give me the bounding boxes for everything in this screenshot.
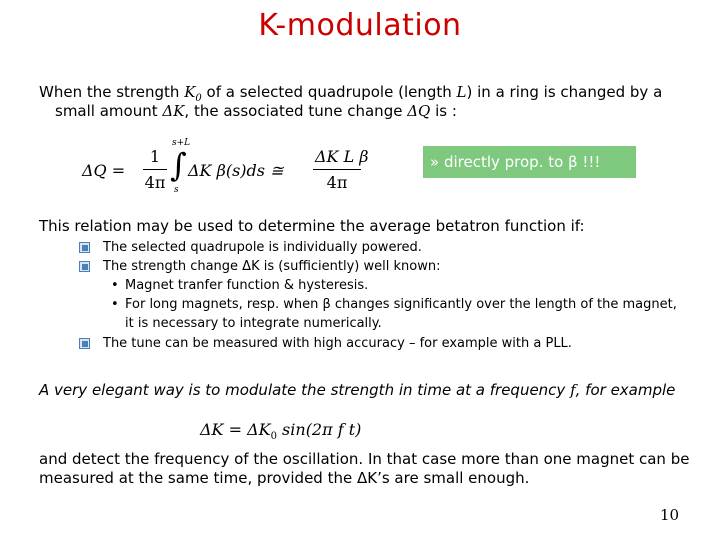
sub-bullet-continuation: it is necessary to integrate numerically. (125, 316, 382, 331)
intro-text: When the strength (39, 83, 185, 101)
condition-text: The selected quadrupole is individually powered. (103, 240, 422, 255)
formula-subscript: 0 (270, 431, 277, 443)
intro-text: of a selected quadrupole (length (201, 83, 457, 101)
fraction-bar (143, 169, 167, 170)
sub-bullet-text: Magnet tranfer function & hysteresis. (125, 278, 369, 293)
formula-lhs: ΔK = ΔK (200, 420, 271, 439)
intro-text: is : (430, 102, 457, 120)
fraction-numerator: 1 (149, 147, 161, 166)
integral-lower-limit: s (174, 185, 179, 195)
beta-callout: » directly prop. to β !!! (423, 146, 636, 178)
fraction-bar (313, 169, 361, 170)
intro-text: ) in a ring is changed by a (466, 83, 663, 101)
bullet-dot-icon: • (111, 278, 119, 293)
conclusion-line-1: and detect the frequency of the oscillation. In that case more than one magnet can be (39, 450, 690, 468)
intro-text: , the associated tune change (184, 102, 408, 120)
relation-intro: This relation may be used to determine the average betatron function if: (39, 217, 585, 235)
slide-title: K-modulation (258, 8, 462, 43)
k0-subscript: 0 (195, 93, 202, 104)
checkbox-bullet-icon (79, 261, 90, 272)
intro-line-2 (55, 102, 457, 121)
formula-lhs: ΔQ = (82, 161, 126, 180)
fraction-denominator: 4π (144, 173, 166, 192)
sub-bullet-text: For long magnets, resp. when β changes significantly over the length of the magnet, (125, 297, 677, 312)
delta-q-symbol: ΔQ (407, 102, 431, 120)
conclusion-line-2: measured at the same time, provided the ΔK’s are small enough. (39, 469, 530, 487)
k0-symbol: K (184, 83, 196, 101)
condition-text: The strength change ΔK is (sufficiently) well known: (103, 259, 441, 274)
f-symbol: f (570, 381, 576, 399)
bullet-dot-icon: • (111, 297, 119, 312)
fraction-denominator: 4π (326, 173, 348, 192)
checkbox-bullet-icon (79, 242, 90, 253)
delta-k-symbol: ΔK (162, 102, 185, 120)
modulation-line (39, 381, 675, 400)
checkbox-bullet-icon (79, 338, 90, 349)
fraction-numerator: ΔK L β (315, 147, 369, 166)
l-symbol: L (456, 83, 467, 101)
integral-sign: ∫ (170, 146, 187, 184)
intro-text: small amount (55, 102, 163, 120)
tune-change-formula (80, 140, 370, 200)
formula-rhs: sin(2π f t) (276, 420, 362, 439)
page-number: 10 (660, 506, 680, 524)
condition-text: The tune can be measured with high accuracy – for example with a PLL. (103, 336, 572, 351)
modulation-formula (200, 420, 361, 442)
modulation-text: , for example (575, 381, 676, 399)
integral-upper-limit: s+L (172, 138, 191, 148)
integrand: ΔK β(s)ds ≅ (188, 161, 284, 180)
modulation-text: A very elegant way is to modulate the strength in time at a frequency (39, 381, 571, 399)
